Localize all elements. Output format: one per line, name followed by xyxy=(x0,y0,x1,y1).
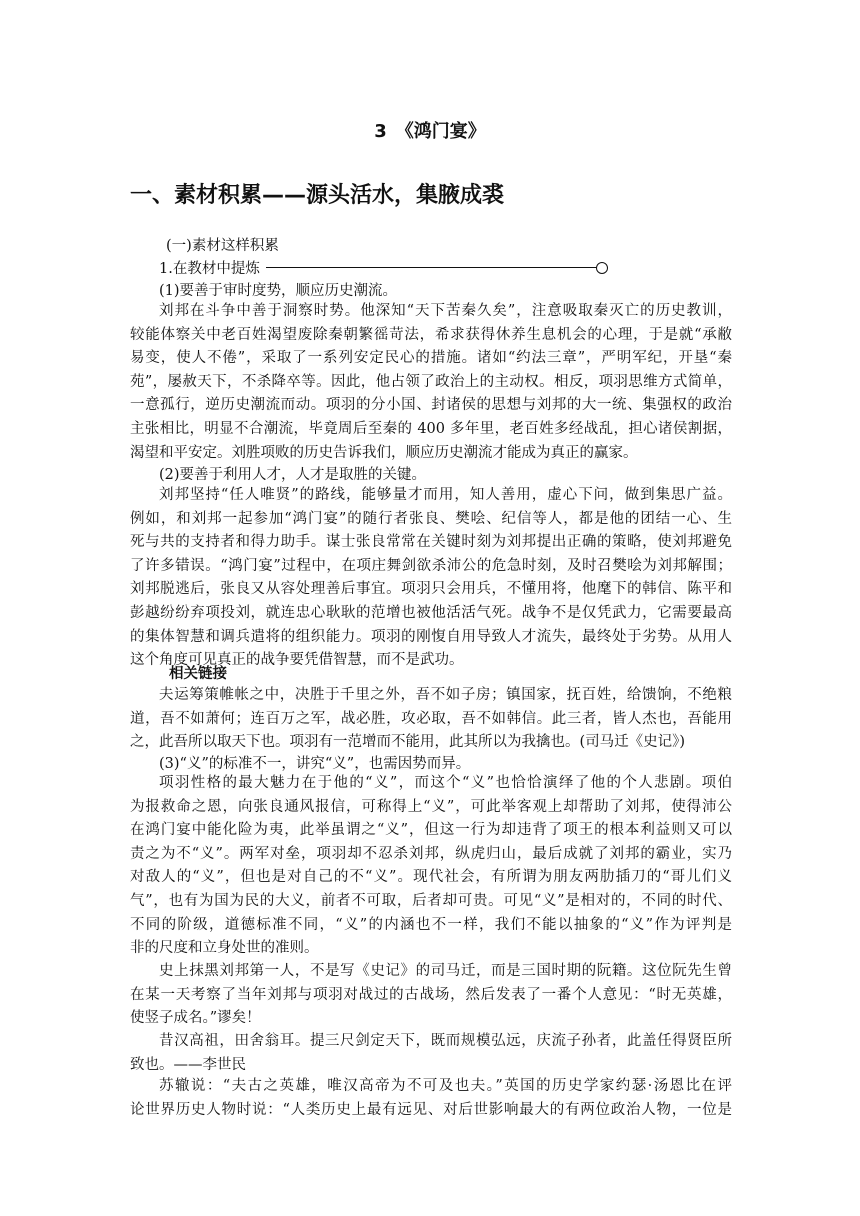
point2-title: (2)要善于利用人才，人才是取胜的关键。 xyxy=(159,467,427,483)
point3-paragraph xyxy=(130,772,732,961)
paragraph-line: 主张相比，明显不合潮流，毕竟周后至秦的 400 多年里，老百姓多经战乱，担心诸侯割据， xyxy=(130,420,732,437)
paragraph-line: 在某一天考察了当年刘邦与项羽对战过的古战场，然后发表了一番个人意见：“时无英雄， xyxy=(130,986,732,1003)
paragraph-line: 为报救命之恩，向张良通风报信，可称得上“义”，可此举客观上却帮助了刘邦，使得沛公 xyxy=(130,798,732,815)
page-title: 3 《鸿门宴》 xyxy=(374,121,486,142)
paragraph-line: 的集体智慧和调兵遣将的组织能力。项羽的刚愎自用导致人才流失，最终处于劣势。从用人 xyxy=(130,628,732,645)
circle-icon xyxy=(596,262,608,274)
paragraph-line: 在鸿门宴中能化险为夷，此举虽谓之“义”，但这一行为却违背了项王的根本利益则又可以 xyxy=(130,822,732,839)
point3-title: (3)“义”的标准不一，讲究“义”，也需因势而异。 xyxy=(159,756,471,772)
paragraph-line: 这个角度可见真正的战争要凭借智慧，而不是武功。 xyxy=(130,652,464,669)
paragraph-line: 死与共的支持者和得力助手。谋士张良常常在关键时刻为刘邦提出正确的策略，使刘邦避免 xyxy=(130,534,732,551)
paragraph-line: 刘邦在斗争中善于洞察时势。他深知“天下苦秦久矣”，注意吸取秦灭亡的历史教训， xyxy=(159,303,732,319)
paragraph-line: 一意孤行，逆历史潮流而动。项羽的分小国、封诸侯的思想与刘邦的大一统、集强权的政治 xyxy=(130,397,732,414)
paragraph-line: 苏辙说：“夫古之英雄，唯汉高帝为不可及也夫。”英国的历史学家约瑟·汤恩比在评 xyxy=(159,1078,732,1094)
paragraph-line: 使竖子成名。”谬矣！ xyxy=(130,1010,261,1027)
paragraph-line: 责之为不“义”。两军对垒，项羽却不忍杀刘邦，纵虎归山，最后成就了刘邦的霸业，实乃 xyxy=(130,845,732,862)
extract-label: 1.在教材中提炼 xyxy=(159,261,260,277)
paragraph-line: 气”，也有为国为民的大义，前者不可取，后者却可贵。可见“义”是相对的，不同的时代、 xyxy=(130,892,732,909)
lishimin-paragraph xyxy=(130,1030,732,1077)
section-heading: 一、素材积累——源头活水，集腋成裘 xyxy=(130,183,505,208)
paragraph-line: 夫运筹策帷帐之中，决胜于千里之外，吾不如子房；镇国家，抚百姓，给馈饷，不绝粮 xyxy=(159,687,732,703)
related-links-label: 相关链接 xyxy=(169,666,227,682)
divider-line xyxy=(266,267,596,268)
paragraph-line: 刘邦脱逃后，张良又从容处理善后事宜。项羽只会用兵，不懂用将，他麾下的韩信、陈平和 xyxy=(130,581,732,598)
subheading: (一)素材这样积累 xyxy=(166,238,279,254)
ruanji-paragraph xyxy=(130,960,732,1031)
paragraph-line: 致也。——李世民 xyxy=(130,1056,246,1073)
related-quote-paragraph xyxy=(130,684,732,755)
paragraph-line: 易变，使人不倦”，采取了一系列安定民心的措施。诸如“约法三章”，严明军纪，开垦“秦 xyxy=(130,350,732,367)
paragraph-line: 道，吾不如萧何；连百万之军，战必胜，攻必取，吾不如韩信。此三者，皆人杰也，吾能用 xyxy=(130,710,732,727)
point1-title: (1)要善于审时度势，顺应历史潮流。 xyxy=(159,283,398,299)
paragraph-line: 非的尺度和立身处世的准则。 xyxy=(130,940,319,957)
suzhe-paragraph xyxy=(130,1075,732,1122)
paragraph-line: 刘邦坚持“任人唯贤”的路线，能够量才而用，知人善用，虚心下问，做到集思广益。 xyxy=(159,487,732,503)
paragraph-line: 昔汉高祖，田舍翁耳。提三尺剑定天下，既而规模弘远，庆流子孙者，此盖任得贤臣所 xyxy=(159,1033,732,1049)
paragraph-line: 例如，和刘邦一起参加“鸿门宴”的随行者张良、樊哙、纪信等人，都是他的团结一心、生 xyxy=(130,510,732,527)
point1-paragraph xyxy=(130,300,732,465)
paragraph-line: 不同的阶级，道德标准不同，“义”的内涵也不一样，我们不能以抽象的“义”作为评判是 xyxy=(130,916,732,933)
paragraph-line: 较能体察关中老百姓渴望废除秦朝繁徭苛法，希求获得休养生息机会的心理，于是就“承敝 xyxy=(130,326,732,343)
extract-row xyxy=(159,257,608,278)
paragraph-line: 论世界历史人物时说：“人类历史上最有远见、对后世影响最大的有两位政治人物，一位是 xyxy=(130,1101,732,1118)
paragraph-line: 彭越纷纷弃项投刘，就连忠心耿耿的范增也被他活活气死。战争不是仅凭武力，它需要最高 xyxy=(130,604,732,621)
paragraph-line: 渴望和平安定。刘胜项败的历史告诉我们，顺应历史潮流才能成为真正的赢家。 xyxy=(130,444,638,461)
paragraph-line: 史上抹黑刘邦第一人，不是写《史记》的司马迁，而是三国时期的阮籍。这位阮先生曾 xyxy=(159,963,732,979)
paragraph-line: 对敌人的“义”，但也是对自己的不“义”。现代社会，有所谓为朋友两肋插刀的“哥儿们义 xyxy=(130,869,732,886)
paragraph-line: 苑”，屡赦天下，不杀降卒等。因此，他占领了政治上的主动权。相反，项羽思维方式简单， xyxy=(130,373,732,390)
point2-paragraph xyxy=(130,484,732,673)
paragraph-line: 项羽性格的最大魅力在于他的“义”，而这个“义”也恰恰演绎了他的个人悲剧。项伯 xyxy=(159,775,732,791)
paragraph-line: 之，此吾所以取天下也。项羽有一范增而不能用，此其所以为我擒也。(司马迁《史记》) xyxy=(130,734,686,751)
paragraph-line: 了许多错误。“鸿门宴”过程中，在项庄舞剑欲杀沛公的危急时刻，及时召樊哙为刘邦解围； xyxy=(130,557,732,574)
